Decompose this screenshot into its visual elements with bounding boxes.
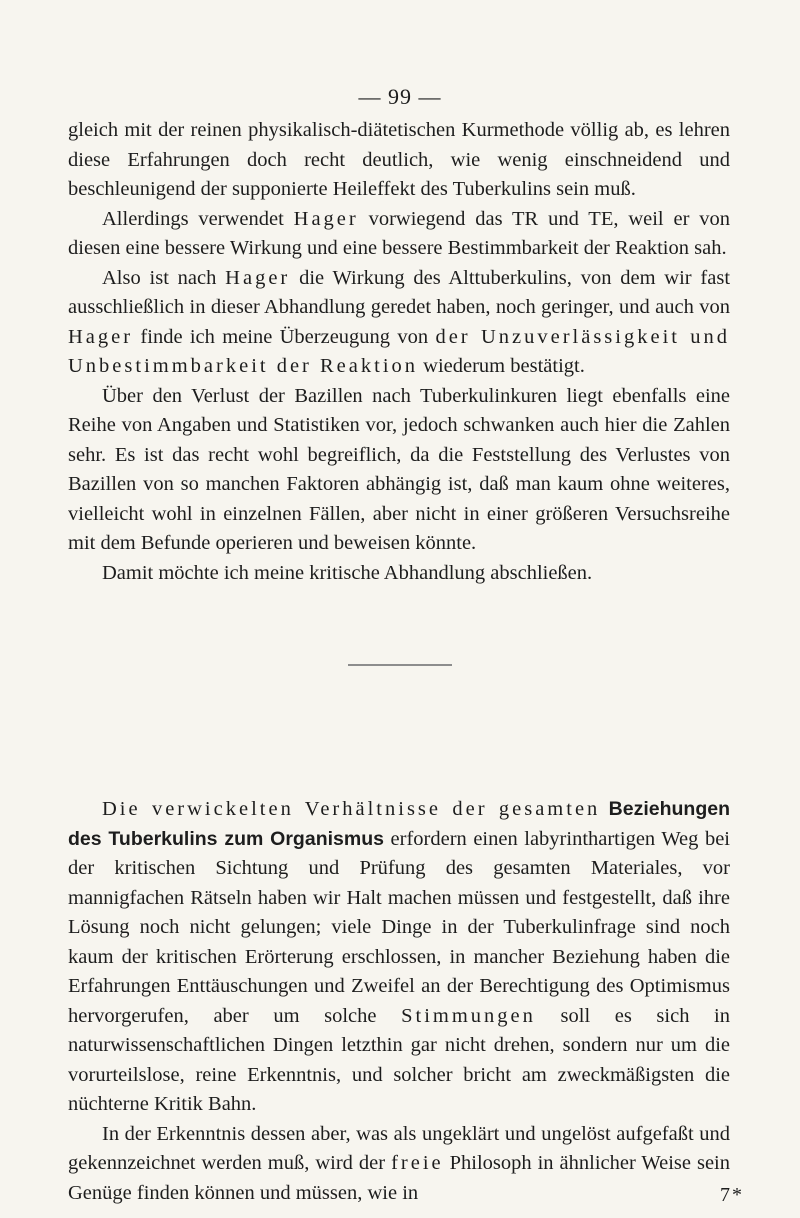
paragraph-5: Damit möchte ich meine kritische Abhandlung abschließen.: [102, 561, 593, 584]
text-block-top: [68, 116, 730, 588]
p6-text-a: erfordern einen labyrinthartigen Weg bei der kritischen Sichtung und Prüfung des gesamten Materiales, vor mannigfachen Rätseln haben wir Halt machen müssen und festgestellt, daß ihre Lösung noch nicht gelungen; viele Dinge in der Tuberkulinfrage sind noch kaum der kritischen Erörterung erschlossen, in mancher Beziehung haben die Erfahrungen Enttäuschungen und Zweifel an der Berechtigung des Optimismus hervorgerufen, aber um solche: [68, 827, 730, 1027]
signature-mark: 7*: [720, 1184, 744, 1206]
p3-emphasis: der Unzuverlässigkeit und Unbestimmbarkeit der Reaktion: [68, 325, 731, 377]
p3-text-d: wiederum bestätigt.: [423, 355, 585, 377]
p6-emphasis-2: Stimmungen: [401, 1004, 536, 1027]
paragraph-4: Über den Verlust der Bazillen nach Tuberkulinkuren liegt ebenfalls eine Reihe von Angaben und Statistiken vor, jedoch schwanken auch hier die Zahlen sehr. Es ist das recht wohl begreiflich, da die Feststellung des Verlustes von Bazillen von so manchen Faktoren abhängig ist, daß man kaum ohne weiteres, vielleicht wohl in einzelnen Fällen, aber nicht in einer größeren Versuchsreihe mit dem Befunde operieren und beweisen könnte.: [68, 384, 730, 554]
p3-text-a: Also ist nach: [102, 266, 217, 289]
p3-text-b: die Wirkung des Alttuberkulins, von dem wir fast ausschließlich in dieser Abhandlung geredet haben, noch geringer, und auch von: [68, 266, 731, 318]
paragraph-6: [68, 795, 730, 1120]
p6-text-b: soll es sich in naturwissenschaftlichen Dingen letzthin gar nicht drehen, sondern nur um die vorurteilslose, reine Erkenntnis, und solcher bricht am zweckmäßigsten die nüchterne Kritik Bahn.: [68, 1004, 731, 1115]
author-name-hager: Hager: [225, 266, 291, 289]
author-name-hager: Hager: [293, 207, 359, 230]
paragraph-3: [68, 264, 730, 382]
text-block-bottom: [68, 795, 730, 1208]
paragraph-2: [68, 205, 730, 264]
author-name-hager: Hager: [68, 325, 134, 348]
p2-text-a: Allerdings verwendet: [102, 207, 284, 230]
p7-text-b: Philosoph in ähnlicher Weise sein Genüge finden können und müssen, wie in: [68, 1152, 730, 1204]
p2-text-b: vorwiegend das TR und TE, weil er von diesen eine bessere Wirkung und eine bessere Bestimmbarkeit der Reaktion sah.: [68, 207, 731, 259]
p7-text-a: In der Erkenntnis dessen aber, was als ungeklärt und ungelöst aufgefaßt und gekennzeichnet werden muß, wird der: [68, 1122, 730, 1174]
p7-emphasis: freie: [391, 1152, 444, 1174]
p6-emphasis: Die verwickelten Verhältnisse der gesamten: [102, 798, 601, 820]
paragraph-7: [68, 1120, 730, 1209]
page-number: — 99 —: [358, 84, 442, 109]
p3-text-c: finde ich meine Überzeugung von: [140, 325, 429, 348]
section-divider: [348, 664, 452, 666]
p6-bold: Beziehungen des Tuberkulins zum Organismus: [68, 798, 730, 850]
paragraph-1: gleich mit der reinen physikalisch-diätetischen Kurmethode völlig ab, es lehren diese Erfahrungen doch recht deutlich, wie wenig einschneidend und beschleunigend der supponierte Heileffekt des Tuberkulins sein muß.: [68, 119, 730, 200]
